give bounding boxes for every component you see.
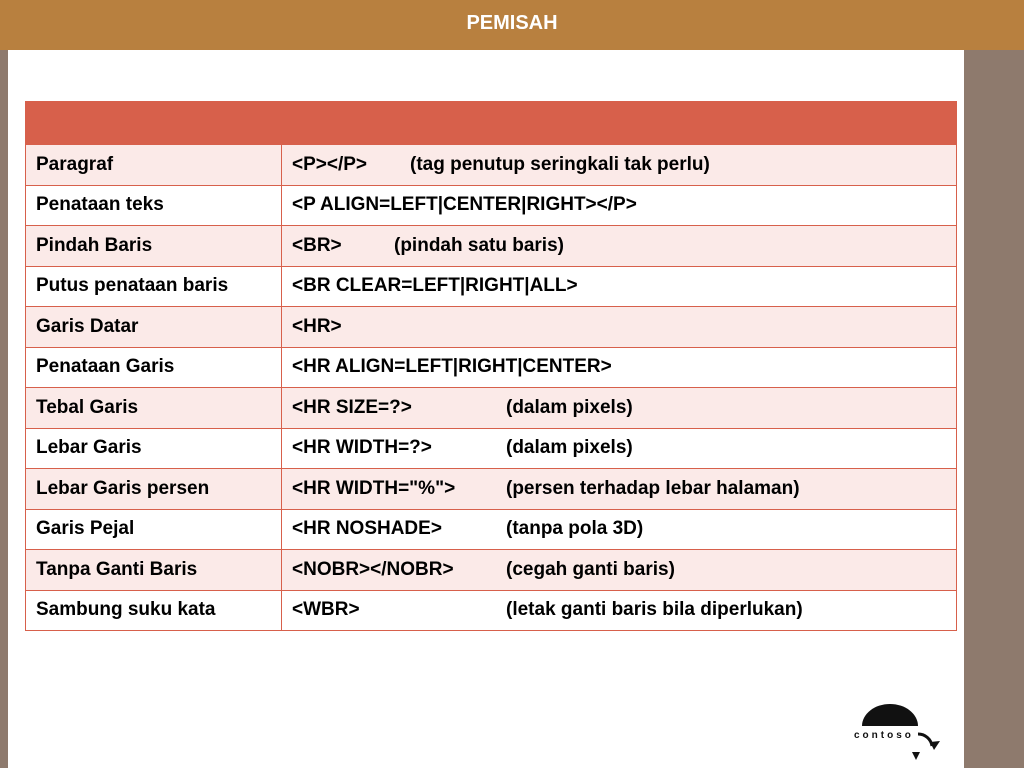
tag-table [25, 101, 957, 631]
table-row [26, 226, 957, 267]
row-code: <P></P> [292, 153, 368, 175]
row-note: (tanpa pola 3D) [506, 518, 644, 540]
row-name: Penataan Garis [26, 347, 282, 388]
row-code-cell [282, 509, 957, 550]
table-row [26, 509, 957, 550]
row-note: (cegah ganti baris) [506, 558, 675, 580]
row-name: Lebar Garis [26, 428, 282, 469]
table-header-cell [26, 102, 282, 145]
table-row [26, 428, 957, 469]
row-code-cell [282, 550, 957, 591]
row-code-cell [282, 590, 957, 631]
row-code: <WBR> [292, 599, 360, 621]
left-border-strip [0, 50, 8, 768]
table-header-cell [282, 102, 957, 145]
row-name: Lebar Garis persen [26, 469, 282, 510]
row-note: (dalam pixels) [506, 437, 633, 459]
row-code: <HR SIZE=?> [292, 396, 412, 418]
row-code-cell [282, 145, 957, 186]
row-code: <HR> [292, 315, 342, 337]
table-row [26, 266, 957, 307]
table-row [26, 145, 957, 186]
row-code-cell [282, 185, 957, 226]
row-code: <BR> [292, 234, 342, 256]
row-code-cell [282, 388, 957, 429]
table-row [26, 469, 957, 510]
row-code-cell [282, 226, 957, 267]
row-name: Pindah Baris [26, 226, 282, 267]
row-note: (dalam pixels) [506, 396, 633, 418]
table-row [26, 185, 957, 226]
table-row [26, 347, 957, 388]
row-code: <HR ALIGN=LEFT|RIGHT|CENTER> [292, 356, 612, 378]
row-code: <HR NOSHADE> [292, 518, 442, 540]
row-code: <P ALIGN=LEFT|CENTER|RIGHT></P> [292, 194, 637, 216]
slide-title: PEMISAH [466, 12, 558, 34]
row-name: Tanpa Ganti Baris [26, 550, 282, 591]
row-code: <HR WIDTH=?> [292, 437, 432, 459]
table-row [26, 550, 957, 591]
row-code: <BR CLEAR=LEFT|RIGHT|ALL> [292, 275, 578, 297]
table-row [26, 307, 957, 348]
row-note: (tag penutup seringkali tak perlu) [410, 153, 710, 175]
table-row [26, 590, 957, 631]
row-name: Paragraf [26, 145, 282, 186]
table-row [26, 388, 957, 429]
table-header-row [26, 102, 957, 145]
row-name: Sambung suku kata [26, 590, 282, 631]
row-code: <NOBR></NOBR> [292, 558, 454, 580]
contoso-logo-icon [850, 700, 945, 768]
slide-title-bar [0, 0, 1024, 50]
row-code-cell [282, 469, 957, 510]
logo-text: contoso [854, 730, 914, 741]
row-code-cell [282, 428, 957, 469]
row-code: <HR WIDTH="%"> [292, 477, 456, 499]
row-name: Garis Pejal [26, 509, 282, 550]
row-code-cell [282, 347, 957, 388]
row-code-cell [282, 266, 957, 307]
right-border-strip [964, 50, 1024, 768]
row-name: Putus penataan baris [26, 266, 282, 307]
row-note: (persen terhadap lebar halaman) [506, 477, 800, 499]
row-name: Tebal Garis [26, 388, 282, 429]
row-note: (pindah satu baris) [394, 234, 564, 256]
row-name: Penataan teks [26, 185, 282, 226]
row-note: (letak ganti baris bila diperlukan) [506, 599, 803, 621]
row-name: Garis Datar [26, 307, 282, 348]
row-code-cell [282, 307, 957, 348]
